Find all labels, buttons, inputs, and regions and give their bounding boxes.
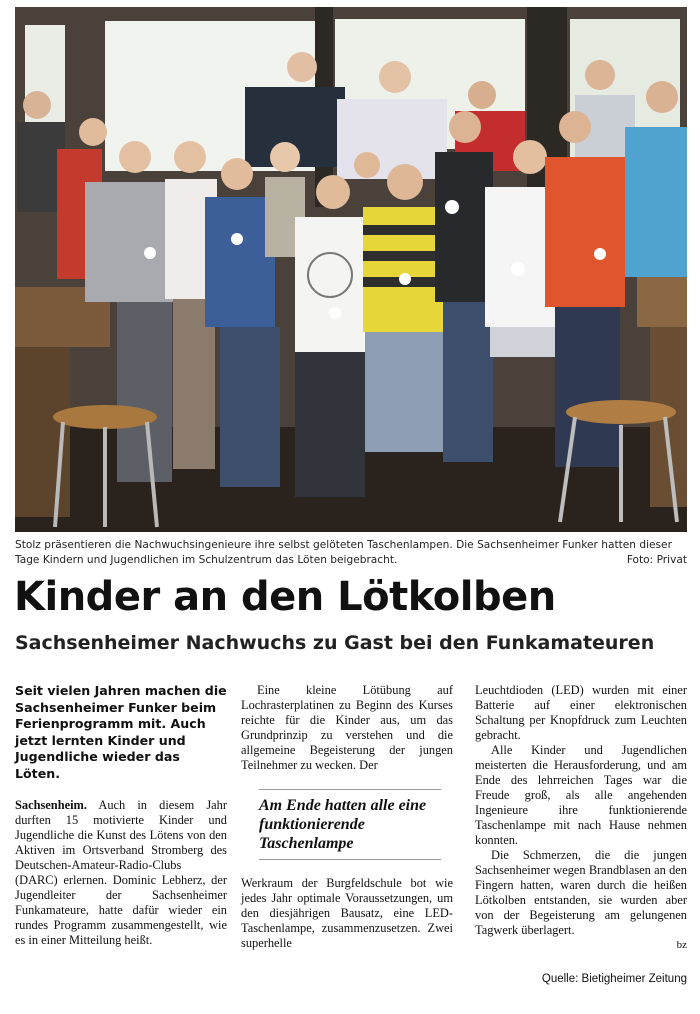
col1-paragraph bbox=[15, 798, 227, 948]
photo-credit: Foto: Privat bbox=[626, 554, 687, 566]
photo-caption bbox=[15, 538, 687, 568]
column-1 bbox=[15, 683, 227, 948]
column-2 bbox=[241, 683, 453, 951]
article-lead: Seit vielen Jahren machen die Sachsenheimer Funker beim Ferienprogramm mit. Auch jetzt lernten Kinder und Jugendliche wieder das Löten. bbox=[15, 683, 227, 781]
article-subheadline: Sachsenheimer Nachwuchs zu Gast bei den Funkamateuren bbox=[15, 632, 655, 654]
col2-paragraph-2: Werkraum der Burgfeldschule bot wie jedes Jahr optimale Voraussetzungen, um den diesjährigen Bausatz, eine LED-Taschenlampe, zusammenzusetzen. Zwei superhelle bbox=[241, 876, 453, 950]
col2-paragraph-1: Eine kleine Lötübung auf Lochrasterplatinen zu Beginn des Kurses reichte für die Kinder aus, um das Grundprinzip zu verstehen und die allgemeine Begeisterung der jungen Teilnehmer zu wecken. Der bbox=[241, 683, 453, 772]
group-photo-illustration bbox=[15, 7, 687, 532]
dateline: Sachsenheim. bbox=[15, 798, 87, 812]
article-photo bbox=[15, 7, 687, 532]
author-initials: bz bbox=[676, 939, 687, 951]
col3-paragraph-1: Leuchtdioden (LED) wurden mit einer Batterie auf einer elektronischen Schaltung per Knopfdruck zum Leuchten gebracht. bbox=[475, 683, 687, 742]
source-attribution: Quelle: Bietigheimer Zeitung bbox=[541, 973, 687, 985]
caption-text: Stolz präsentieren die Nachwuchsingenieure ihre selbst gelöteten Taschenlampen. Die Sachsenheimer Funker hatten dieser Tage Kindern und Jugendlichen im Schulzentrum das Löten beigebracht. bbox=[15, 539, 672, 566]
column-3 bbox=[475, 683, 687, 953]
col1-body: Auch in diesem Jahr durften 15 motivierte Kinder und Jugendliche die Kunst des Lötens von den Aktiven im Ortsverband Stromberg des Deutschen-Amateur-Radio-Clubs (DARC) erlernen. Dominic Lebherz, der Jugendleiter der Sachsenheimer Funkamateure, hatte dafür wieder ein rundes Programm zusammengestellt, wie es in einer Mitteilung heißt. bbox=[15, 798, 227, 947]
pull-quote: Am Ende hatten alle eine funktionierende Taschenlampe bbox=[259, 789, 441, 860]
col3-paragraph-3: Die Schmerzen, die die jungen Sachsenheimer wegen Brandblasen an den Fingern hatten, waren durch die heißen Lötkolben entstanden, sie wurden aber von der Begeisterung am gelungenen Tagwerk überlagert. bbox=[475, 848, 687, 937]
article-headline: Kinder an den Lötkolben bbox=[14, 574, 556, 620]
col3-paragraph-2: Alle Kinder und Jugendlichen meisterten die Herausforderung, und am Ende des lehrreichen Tages war die Freude groß, als alle angehenden Ingenieure ihre funktionierende Taschenlampe mit nach Hause nehmen konnten. bbox=[475, 743, 687, 847]
